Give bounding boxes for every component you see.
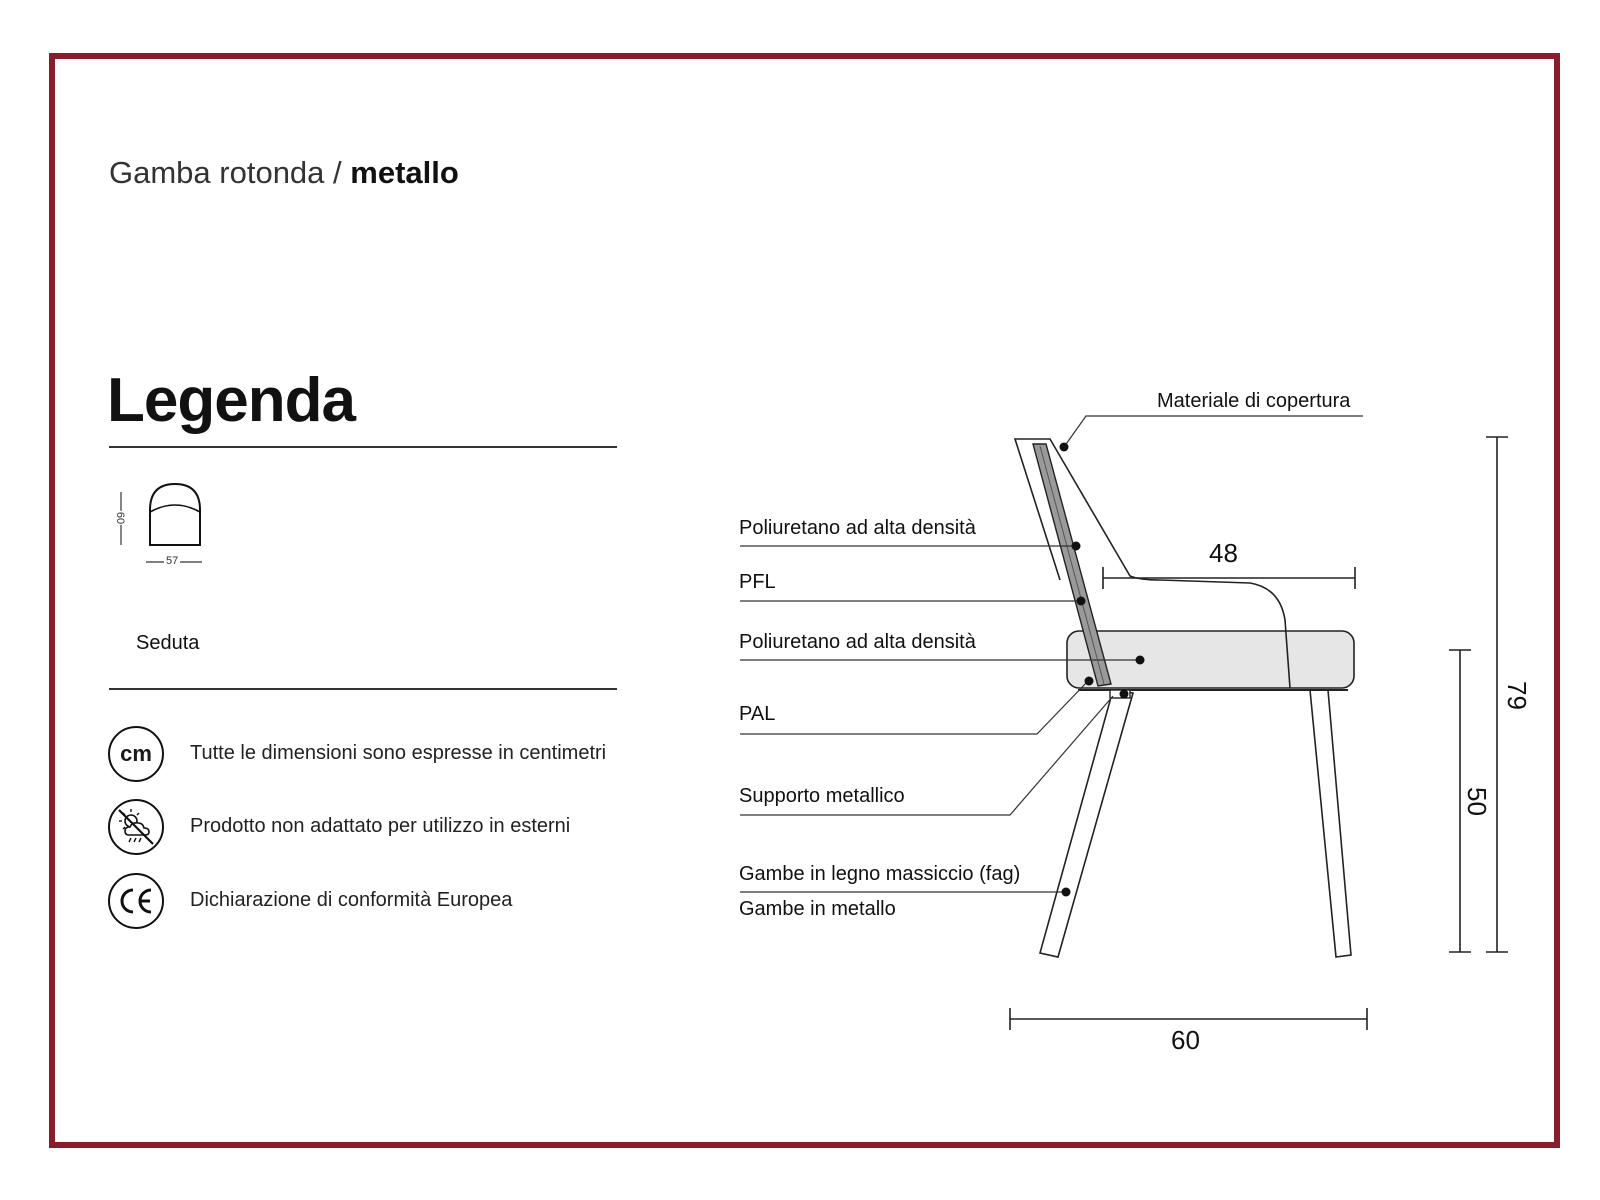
legend-item-text: Prodotto non adattato per utilizzo in esterni [190,815,571,837]
title-model: Gamba rotonda / [109,155,342,190]
label-foam-back: Poliuretano ad alta densità [739,517,976,539]
label-pal: PAL [739,703,776,725]
dim-seat-depth: 48 [1209,538,1238,568]
label-metal-support: Supporto metallico [739,785,905,807]
back-leg [1310,690,1351,957]
dim-total-height: 79 [1501,681,1532,710]
seat-depth-value: 60 [114,511,127,525]
legend-item-text: Dichiarazione di conformità Europea [190,889,513,911]
title-leg-material: metallo [350,155,459,190]
cm-icon: cm [108,726,164,782]
dim-total-depth: 60 [1171,1025,1200,1055]
label-foam-seat: Poliuretano ad alta densità [739,631,976,653]
seat-width-value: 57 [166,555,179,567]
label-cover-material: Materiale di copertura [1157,390,1351,412]
seat-label: Seduta [136,632,200,654]
front-leg [1040,690,1133,957]
label-legs-metal: Gambe in metallo [739,898,896,920]
label-legs-wood: Gambe in legno massiccio (fag) [739,863,1021,885]
legenda-heading: Legenda [107,366,355,435]
label-pfl: PFL [739,571,776,593]
legend-item-text: Tutte le dimensioni sono espresse in centimetri [190,742,607,764]
dim-seat-height: 50 [1461,787,1492,816]
